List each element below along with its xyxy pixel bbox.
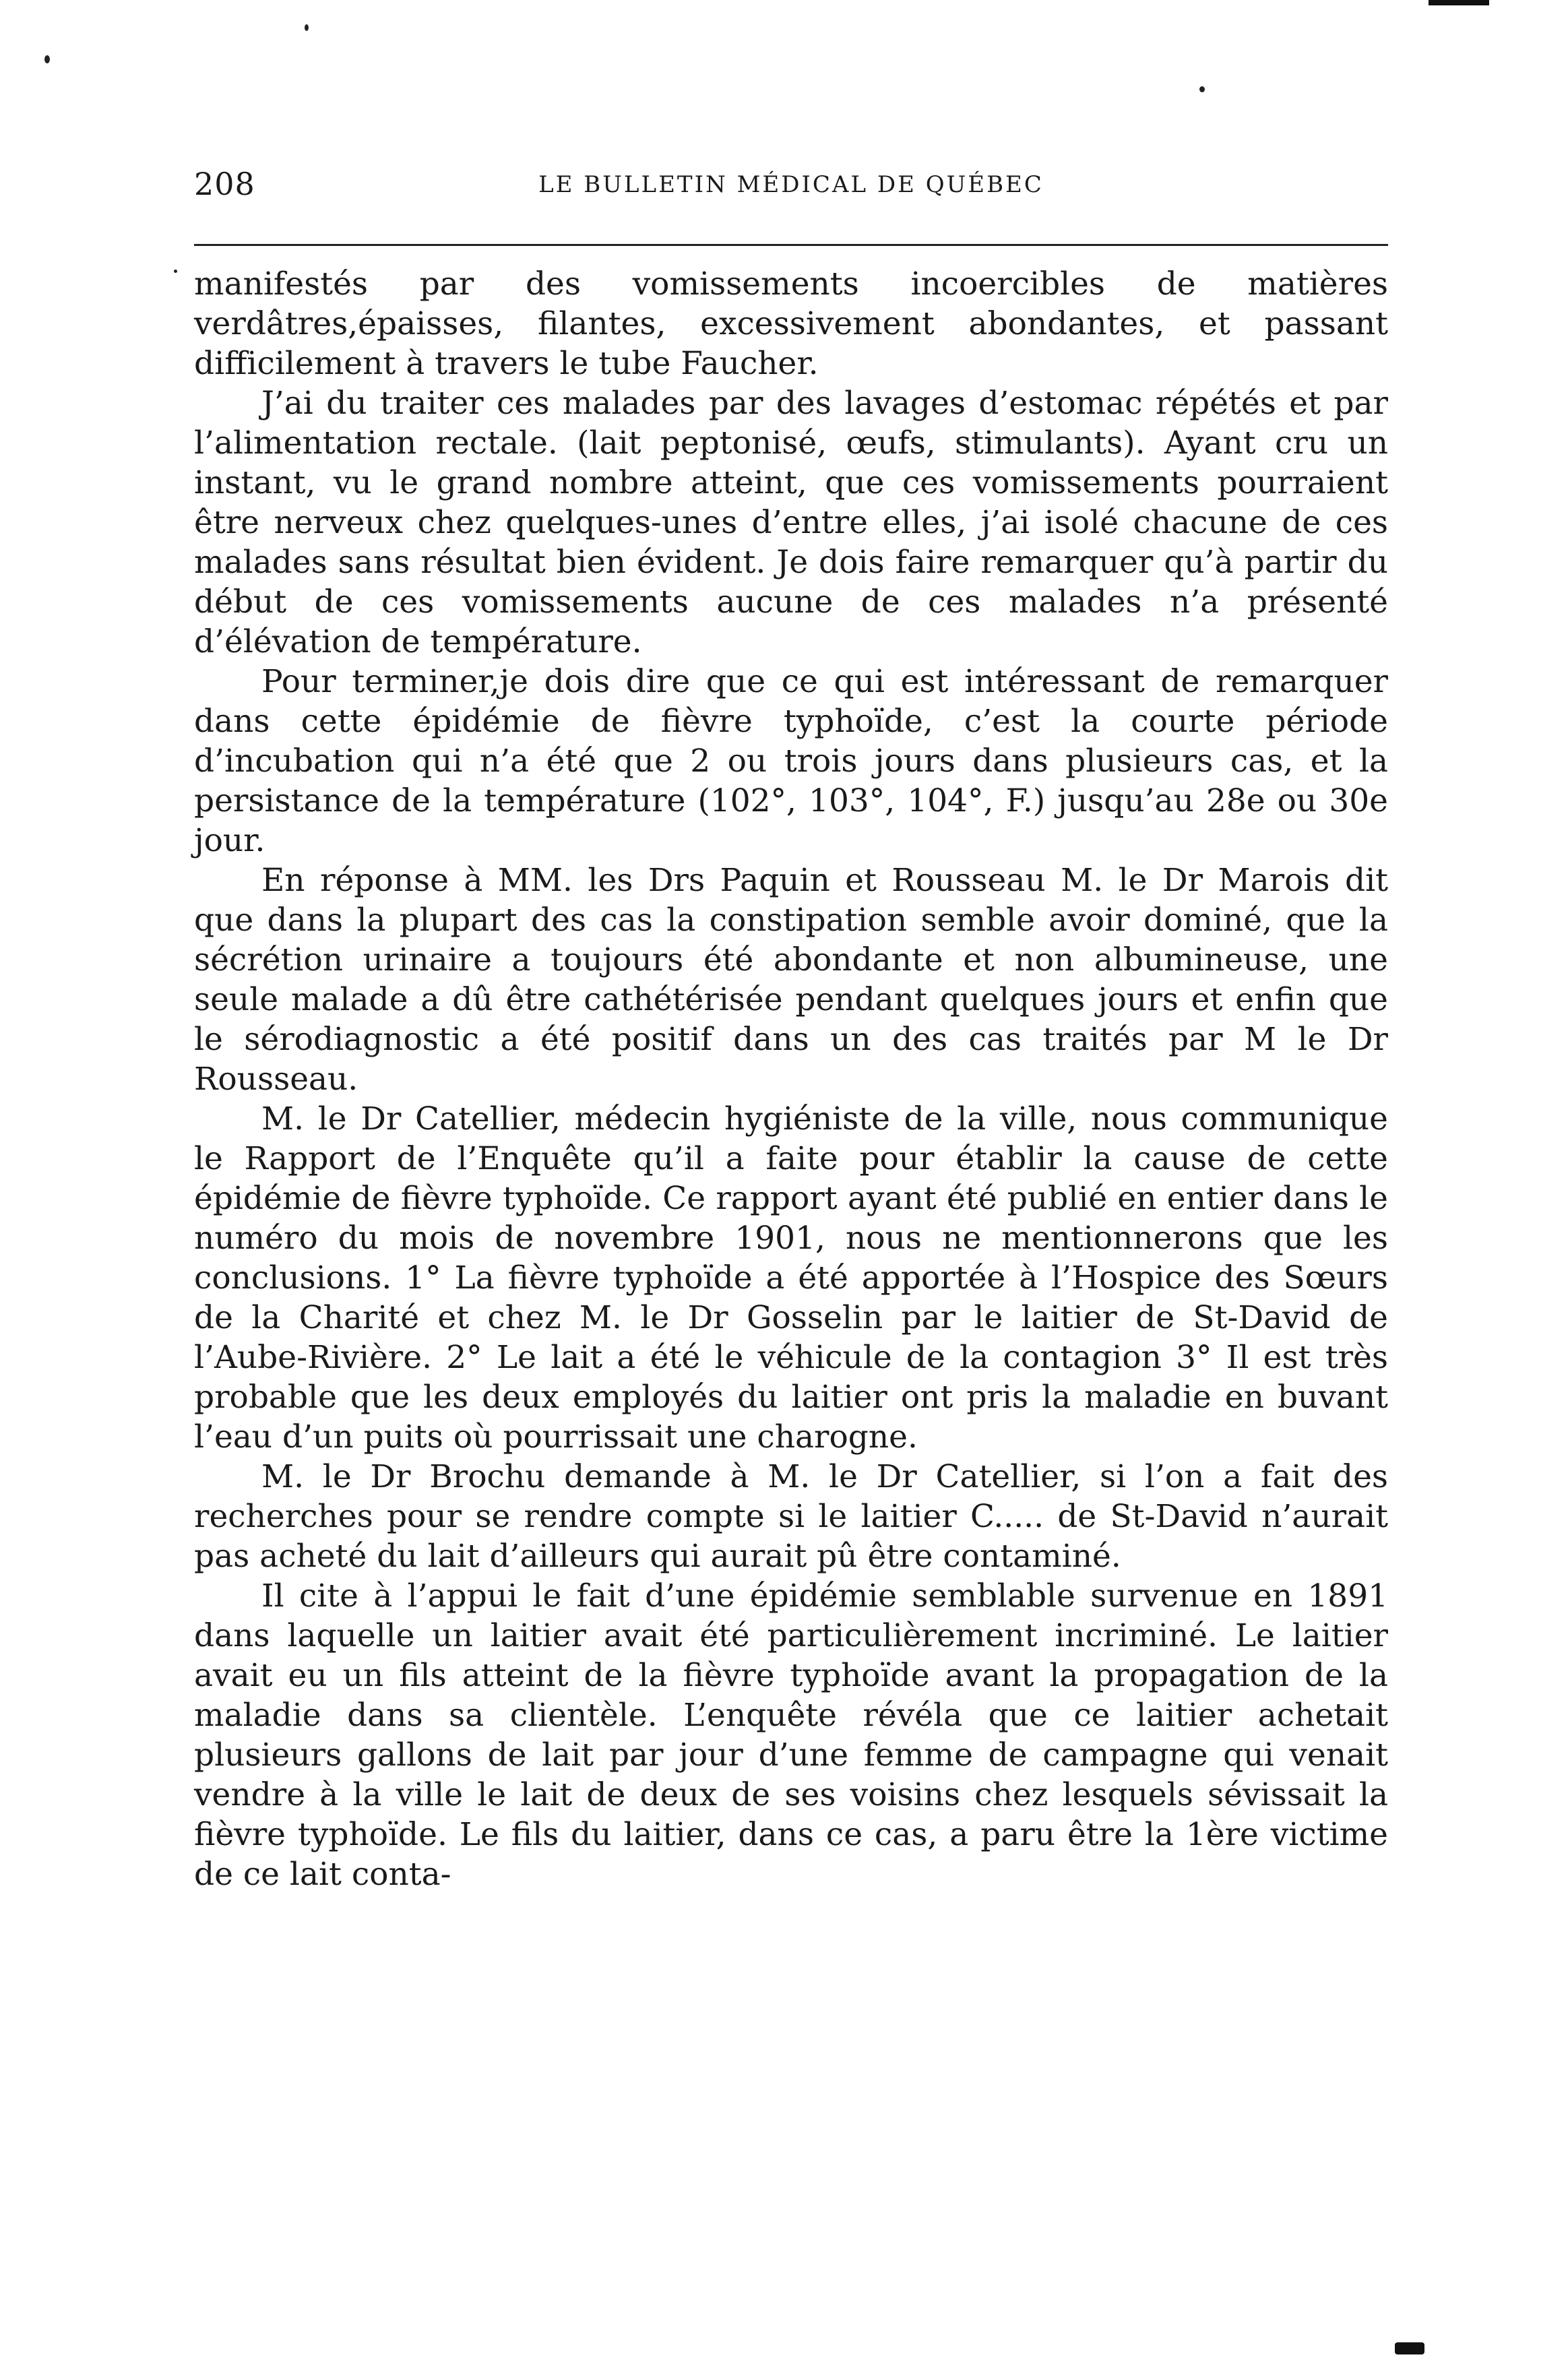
scan-speck <box>1199 86 1205 92</box>
page-number: 208 <box>194 166 255 202</box>
running-title: LE BULLETIN MÉDICAL DE QUÉBEC <box>538 171 1044 198</box>
scan-corner-mark <box>1395 2342 1424 2354</box>
paragraph-continued: manifestés par des vomissements incoercibles de matières verdâtres,épaisses, filantes, excessivement abondantes, et passant difficilement à travers le tube Faucher. <box>194 266 1388 382</box>
page-header <box>194 166 1388 213</box>
paragraph: En réponse à MM. les Drs Paquin et Rousseau M. le Dr Marois dit que dans la plupart des cas la constipation semble avoir dominé, que la sécrétion urinaire a toujours été abondante et non albumineuse, une seule malade a dû être cathétérisée pendant quelques jours et enfin que le sérodiagnostic a été positif dans un des cas traités par M le Dr Rousseau. <box>194 862 1388 1098</box>
paragraph: M. le Dr Catellier, médecin hygiéniste de la ville, nous communique le Rapport de l’Enquête qu’il a faite pour établir la cause de cette épidémie de fièvre typhoïde. Ce rapport ayant été publié en entier dans le numéro du mois de novembre 1901, nous ne mentionnerons que les conclusions. 1° La fièvre typhoïde a été apportée à l’Hospice des Sœurs de la Charité et chez M. le Dr Gosselin par le laitier de St-David de l’Aube-Rivière. 2° Le lait a été le véhicule de la contagion 3° Il est très probable que les deux employés du laitier ont pris la maladie en buvant l’eau d’un puits où pourrissait une charogne. <box>194 1100 1388 1456</box>
scan-speck <box>44 55 50 63</box>
scan-corner-mark <box>1429 0 1489 5</box>
body-text <box>194 264 1388 1894</box>
scan-speck <box>174 270 177 273</box>
paragraph: Il cite à l’appui le fait d’une épidémie semblable survenue en 1891 dans laquelle un laitier avait été particulièrement incriminé. Le laitier avait eu un fils atteint de la fièvre typhoïde avant la propagation de la maladie dans sa clientèle. L’enquête révéla que ce laitier achetait plusieurs gallons de lait par jour d’une femme de campagne qui venait vendre à la ville le lait de deux de ses voisins chez lesquels sévissait la fièvre typhoïde. Le fils du laitier, dans ce cas, a paru être la 1ère victime de ce lait conta- <box>194 1578 1388 1893</box>
paragraph: M. le Dr Brochu demande à M. le Dr Catellier, si l’on a fait des recherches pour se rendre compte si le laitier C..... de St-David n’aurait pas acheté du lait d’ailleurs qui aurait pû être contaminé. <box>194 1458 1388 1575</box>
header-rule <box>194 244 1388 246</box>
scan-speck <box>305 24 309 31</box>
paragraph: Pour terminer,je dois dire que ce qui est intéressant de remarquer dans cette épidémie de fièvre typhoïde, c’est la courte période d’incubation qui n’a été que 2 ou trois jours dans plusieurs cas, et la persistance de la température (102°, 103°, 104°, F.) jusqu’au 28e ou 30e jour. <box>194 663 1388 859</box>
paragraph: J’ai du traiter ces malades par des lavages d’estomac répétés et par l’alimentation rectale. (lait peptonisé, œufs, stimulants). Ayant cru un instant, vu le grand nombre atteint, que ces vomissements pourraient être nerveux chez quelques-unes d’entre elles, j’ai isolé chacune de ces malades sans résultat bien évident. Je dois faire remarquer qu’à partir du début de ces vomissements aucune de ces malades n’a présenté d’élévation de température. <box>194 385 1388 660</box>
